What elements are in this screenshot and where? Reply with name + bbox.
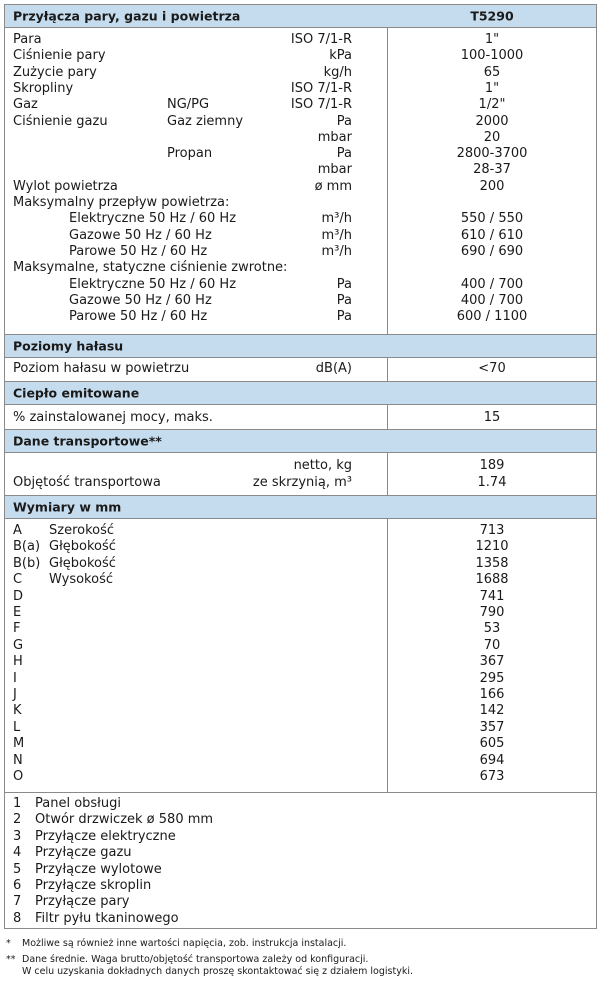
- legend-text: Filtr pyłu tkaninowego: [35, 910, 179, 926]
- unit: m³/h: [321, 211, 352, 227]
- value: 1210: [475, 539, 509, 555]
- dimension-code: O: [13, 769, 24, 784]
- dimension-name: Głębokość: [49, 539, 116, 555]
- unit: Pa: [336, 276, 352, 292]
- value: 1.74: [477, 475, 507, 490]
- dimension-code: F: [13, 621, 21, 637]
- airflow-label: Gazowe 50 Hz / 60 Hz: [69, 227, 212, 243]
- legend-text: Przyłącze skroplin: [35, 878, 152, 893]
- value: 1358: [475, 555, 509, 571]
- spec-table: [4, 4, 597, 929]
- value: 65: [483, 64, 501, 80]
- unit: kg/h: [323, 64, 352, 80]
- legend-number: 3: [13, 828, 22, 844]
- legend-number: 2: [13, 812, 22, 828]
- legend-text: Przyłącze elektryczne: [35, 828, 176, 844]
- dimension-name: Wysokość: [49, 572, 113, 588]
- value: 400 / 700: [460, 292, 524, 308]
- dimension-code: K: [13, 703, 22, 719]
- legend-number: 7: [13, 894, 22, 910]
- value: 690 / 690: [460, 243, 524, 259]
- unit: Pa: [336, 309, 352, 325]
- dimension-code: J: [13, 687, 17, 702]
- section-connections-column: T5290: [470, 8, 514, 24]
- unit: m³/h: [321, 243, 352, 259]
- section-noise-title: Poziomy hałasu: [13, 338, 124, 354]
- legend-text: Przyłącze wylotowe: [35, 861, 162, 877]
- unit: netto, kg: [293, 458, 352, 473]
- unit: ISO 7/1-R: [290, 97, 352, 113]
- footnote-text: W celu uzyskania dokładnych danych proszę skontaktować się z działem logistyki.: [22, 966, 413, 977]
- value: 166: [479, 687, 505, 702]
- divider: [5, 404, 596, 405]
- value: 1/2": [478, 97, 506, 113]
- legend-number: 8: [13, 910, 22, 926]
- unit: Pa: [336, 292, 352, 308]
- footnote-mark: *: [6, 938, 11, 949]
- divider: [5, 452, 596, 453]
- value: 741: [479, 588, 505, 604]
- unit: dB(A): [315, 361, 352, 376]
- divider: [5, 357, 596, 358]
- backpressure-title: Maksymalne, statyczne ciśnienie zwrotne:: [13, 260, 288, 276]
- value: 295: [479, 670, 505, 686]
- noise-label: Poziom hałasu w powietrzu: [13, 361, 190, 376]
- dimension-code: B(b): [13, 555, 41, 571]
- value: 15: [483, 410, 501, 425]
- row-label: Ciśnienie gazu: [13, 113, 108, 129]
- airflow-label: Parowe 50 Hz / 60 Hz: [69, 243, 208, 259]
- value: 53: [483, 621, 501, 637]
- value: 2800-3700: [456, 146, 528, 162]
- section-connections-title: Przyłącza pary, gazu i powietrza: [13, 8, 241, 24]
- legend-text: Przyłącze pary: [35, 894, 130, 910]
- heat-label: % zainstalowanej mocy, maks.: [13, 410, 213, 425]
- section-noise: [5, 335, 596, 357]
- transport-label: Objętość transportowa: [13, 475, 161, 490]
- row-label: Wylot powietrza: [13, 178, 118, 194]
- footnote-mark: **: [6, 954, 16, 965]
- dimension-name: Szerokość: [49, 523, 115, 538]
- value: 1": [484, 32, 500, 47]
- section-dimensions: [5, 496, 596, 518]
- airflow-label: Elektryczne 50 Hz / 60 Hz: [69, 211, 237, 227]
- value: 1688: [475, 572, 509, 588]
- legend-text: Panel obsługi: [35, 796, 121, 811]
- airflow-title: Maksymalny przepływ powietrza:: [13, 195, 230, 210]
- value: 20: [483, 129, 501, 145]
- divider: [5, 518, 596, 519]
- value: 694: [479, 752, 505, 768]
- row-sublabel: NG/PG: [167, 97, 210, 113]
- dimension-code: A: [13, 523, 22, 538]
- section-transport: [5, 430, 596, 452]
- divider: [5, 27, 596, 28]
- value: 610 / 610: [460, 227, 524, 243]
- value: <70: [478, 361, 506, 376]
- unit: ze skrzynią, m³: [252, 475, 352, 490]
- unit: mbar: [317, 129, 352, 145]
- dimension-code: M: [13, 736, 25, 752]
- value: 605: [479, 736, 505, 752]
- value: 142: [479, 703, 505, 719]
- value: 70: [483, 637, 501, 653]
- value: 400 / 700: [460, 276, 524, 292]
- section-connections: [5, 5, 596, 27]
- legend-text: Przyłącze gazu: [35, 845, 132, 861]
- value: 28-37: [473, 162, 511, 178]
- value: 673: [479, 769, 505, 784]
- section-heat: [5, 382, 596, 404]
- section-transport-title: Dane transportowe**: [13, 433, 162, 449]
- value: 2000: [475, 113, 509, 129]
- section-heat-title: Ciepło emitowane: [13, 385, 140, 401]
- unit: m³/h: [321, 227, 352, 243]
- value: 1": [484, 80, 500, 96]
- dimension-code: H: [13, 654, 23, 670]
- value: 600 / 1100: [456, 309, 528, 325]
- row-sublabel: Gaz ziemny: [167, 113, 244, 129]
- backpressure-label: Elektryczne 50 Hz / 60 Hz: [69, 276, 237, 292]
- dimension-code: B(a): [13, 539, 41, 555]
- row-label: Para: [13, 32, 42, 47]
- unit: mbar: [317, 162, 352, 178]
- unit: kPa: [329, 48, 352, 64]
- value: 713: [479, 523, 505, 538]
- value: 790: [479, 605, 505, 620]
- value: 189: [479, 458, 505, 473]
- legend-number: 5: [13, 861, 22, 877]
- unit: ISO 7/1-R: [290, 32, 352, 47]
- legend-text: Otwór drzwiczek ø 580 mm: [35, 812, 214, 828]
- dimension-code: N: [13, 752, 23, 768]
- footnote-text: Dane średnie. Waga brutto/objętość transportowa zależy od konfiguracji.: [22, 954, 369, 965]
- dimension-code: G: [13, 637, 24, 653]
- value: 367: [479, 654, 505, 670]
- legend-number: 4: [13, 845, 22, 861]
- value: 550 / 550: [460, 211, 524, 227]
- row-label: Skropliny: [13, 80, 74, 96]
- dimension-name: Głębokość: [49, 555, 116, 571]
- value: 100-1000: [460, 48, 524, 64]
- unit: ø mm: [314, 178, 352, 194]
- legend-number: 6: [13, 878, 22, 893]
- backpressure-label: Parowe 50 Hz / 60 Hz: [69, 309, 208, 325]
- value: 200: [479, 178, 505, 194]
- row-label: Ciśnienie pary: [13, 48, 106, 64]
- value: 357: [479, 719, 505, 735]
- row-label: Zużycie pary: [13, 64, 97, 80]
- row-label: Gaz: [13, 97, 38, 113]
- dimension-code: I: [13, 670, 17, 686]
- unit: Pa: [336, 113, 352, 129]
- unit: Pa: [336, 146, 352, 162]
- dimension-code: D: [13, 588, 24, 604]
- section-dimensions-title: Wymiary w mm: [13, 499, 122, 515]
- row-sublabel: Propan: [167, 146, 213, 162]
- unit: ISO 7/1-R: [290, 80, 352, 96]
- dimension-code: L: [13, 719, 21, 735]
- legend-number: 1: [13, 796, 22, 811]
- dimension-code: E: [13, 605, 22, 620]
- backpressure-label: Gazowe 50 Hz / 60 Hz: [69, 292, 212, 308]
- divider: [5, 792, 596, 793]
- footnote-text: Możliwe są również inne wartości napięcia, zob. instrukcja instalacji.: [22, 938, 347, 949]
- dimension-code: C: [13, 572, 23, 588]
